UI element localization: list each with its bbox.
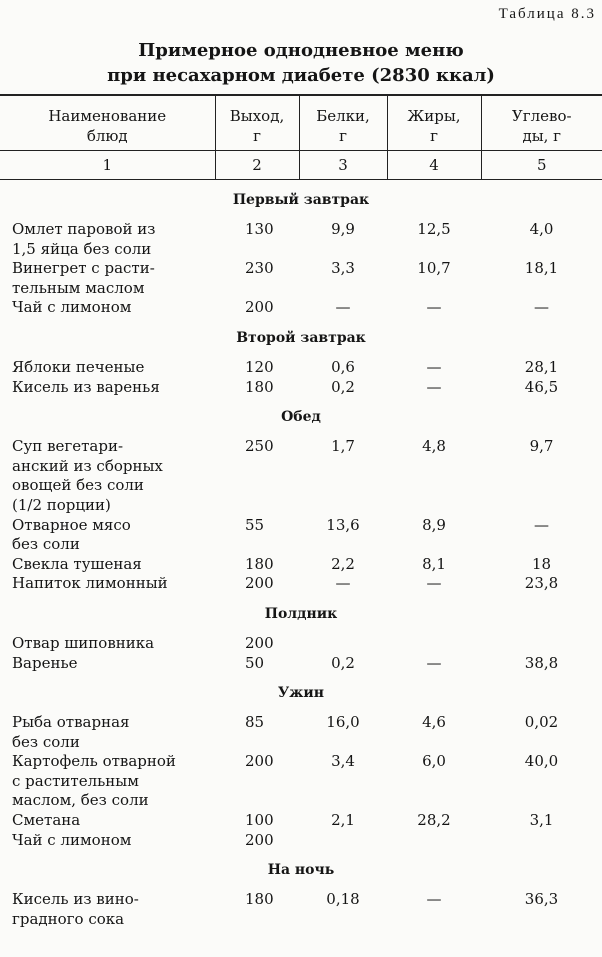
fat-cell: 6,0 [422, 752, 446, 771]
carbs-cell: 28,1 [524, 357, 559, 376]
protein-cell: 9,9 [331, 220, 355, 238]
fat-cell: — [426, 357, 442, 376]
carbs-cell: 40,0 [524, 752, 559, 771]
section-row [0, 180, 602, 221]
section-title: На ночь [267, 862, 335, 879]
table-row [0, 654, 602, 674]
menu-table [0, 94, 602, 929]
table-row [0, 220, 602, 259]
carbs-cell: 4,0 [529, 220, 554, 238]
section-title: Полдник [264, 605, 338, 622]
table-number: Таблица 8.3 [498, 6, 596, 22]
section-row [0, 594, 602, 634]
header-protein: Белки, г [299, 95, 387, 151]
fat-cell: 8,1 [422, 554, 446, 573]
carbs-cell: 9,7 [529, 437, 554, 456]
dish-name: Сметана [12, 811, 81, 830]
carbs-cell: 46,5 [524, 377, 559, 396]
column-number: 5 [481, 151, 602, 180]
section-title: Обед [281, 409, 321, 426]
protein-cell: 0,18 [326, 890, 360, 909]
output-cell: 200 [245, 752, 274, 771]
header-output: Выход, г [215, 95, 299, 151]
carbs-cell: 23,8 [524, 574, 559, 593]
dish-name: Яблоки печеные [12, 357, 145, 376]
fat-cell: — [426, 574, 442, 593]
carbs-cell [481, 831, 602, 851]
output-cell: 200 [245, 830, 274, 849]
carbs-cell: — [534, 298, 549, 317]
fat-cell: — [426, 890, 442, 909]
header-row [0, 95, 602, 151]
carbs-cell: 18,1 [524, 259, 559, 278]
protein-cell [299, 831, 387, 851]
section-row [0, 397, 602, 437]
protein-cell: 13,6 [326, 515, 360, 534]
table-row [0, 890, 602, 929]
table-body [0, 151, 602, 930]
header-fat: Жиры, г [387, 95, 481, 151]
header-name: Наименование блюд [0, 95, 215, 151]
table-row [0, 752, 602, 811]
dish-name: Винегрет с расти- тельным маслом [12, 259, 155, 297]
fat-cell: — [426, 377, 442, 396]
dish-name: Кисель из вино- градного сока [12, 890, 139, 928]
dish-name: Отварное мясо без соли [12, 515, 131, 554]
output-cell: 120 [245, 357, 274, 376]
header-carbs: Углево- ды, г [481, 95, 602, 151]
section-title: Ужин [277, 685, 325, 702]
section-row [0, 318, 602, 358]
table-row [0, 516, 602, 555]
fat-cell: 8,9 [422, 515, 446, 534]
fat-cell: 12,5 [417, 220, 451, 238]
column-number: 1 [0, 151, 215, 180]
dish-name: Чай с лимоном [12, 830, 132, 849]
fat-cell: — [426, 298, 442, 317]
dish-name: Суп вегетари- анский из сборных овощей без соли (1/2 порции) [12, 437, 163, 514]
fat-cell: 28,2 [417, 811, 451, 830]
protein-cell: 3,4 [331, 752, 355, 771]
dish-name: Омлет паровой из 1,5 яйца без соли [12, 220, 156, 258]
protein-cell: 16,0 [326, 713, 360, 732]
protein-cell: 2,1 [331, 811, 355, 830]
output-cell: 250 [245, 437, 274, 456]
carbs-cell: 38,8 [524, 653, 559, 672]
table-row [0, 358, 602, 378]
dish-name: Отвар шиповника [12, 633, 155, 652]
table-row [0, 378, 602, 398]
dish-name: Картофель отварной с растительным маслом, без соли [12, 752, 176, 810]
output-cell: 200 [245, 298, 274, 317]
column-number: 3 [299, 151, 387, 180]
carbs-cell: 36,3 [524, 890, 559, 909]
table-row [0, 811, 602, 831]
carbs-cell: 0,02 [524, 713, 559, 732]
section-row [0, 850, 602, 890]
table-row [0, 574, 602, 594]
output-cell: 50 [245, 653, 265, 672]
output-cell: 200 [245, 633, 274, 652]
protein-cell: — [335, 574, 351, 593]
output-cell: 55 [245, 515, 265, 534]
title-line-2: при несахарном диабете (2830 ккал) [107, 65, 495, 86]
column-number-row [0, 151, 602, 180]
output-cell: 180 [245, 377, 274, 396]
dish-name: Свекла тушеная [12, 554, 142, 573]
table-row [0, 259, 602, 298]
dish-name: Рыба отварная без соли [12, 713, 130, 751]
protein-cell: 0,2 [331, 653, 355, 672]
table-row [0, 831, 602, 851]
carbs-cell: 3,1 [529, 811, 554, 830]
section-title: Второй завтрак [236, 329, 366, 346]
protein-cell: 1,7 [331, 437, 355, 456]
table-title [0, 38, 602, 88]
dish-name: Чай с лимоном [12, 298, 132, 317]
output-cell: 200 [245, 574, 274, 593]
dish-name: Напиток лимонный [12, 574, 168, 593]
carbs-cell: — [534, 515, 549, 534]
dish-name: Кисель из варенья [12, 377, 160, 396]
table-row [0, 713, 602, 752]
output-cell: 85 [245, 713, 265, 732]
fat-cell [387, 634, 481, 654]
protein-cell: 2,2 [331, 554, 355, 573]
protein-cell: 0,2 [331, 377, 355, 396]
table-row [0, 555, 602, 575]
title-line-1: Примерное однодневное меню [138, 40, 464, 61]
fat-cell: — [426, 653, 442, 672]
output-cell: 230 [245, 259, 274, 278]
column-number: 4 [387, 151, 481, 180]
table-row [0, 437, 602, 515]
table-row [0, 298, 602, 318]
protein-cell: 0,6 [331, 357, 355, 376]
carbs-cell: 18 [531, 554, 552, 573]
protein-cell: 3,3 [331, 259, 355, 278]
section-title: Первый завтрак [232, 192, 370, 208]
output-cell: 130 [245, 220, 274, 238]
output-cell: 180 [245, 890, 274, 909]
fat-cell: 10,7 [417, 259, 451, 278]
fat-cell [387, 831, 481, 851]
fat-cell: 4,6 [422, 713, 446, 732]
output-cell: 180 [245, 554, 274, 573]
output-cell: 100 [245, 811, 274, 830]
protein-cell [299, 634, 387, 654]
fat-cell: 4,8 [422, 437, 446, 456]
protein-cell: — [335, 298, 351, 317]
dish-name: Варенье [12, 653, 78, 672]
section-row [0, 673, 602, 713]
column-number: 2 [215, 151, 299, 180]
carbs-cell [481, 634, 602, 654]
table-row [0, 634, 602, 654]
